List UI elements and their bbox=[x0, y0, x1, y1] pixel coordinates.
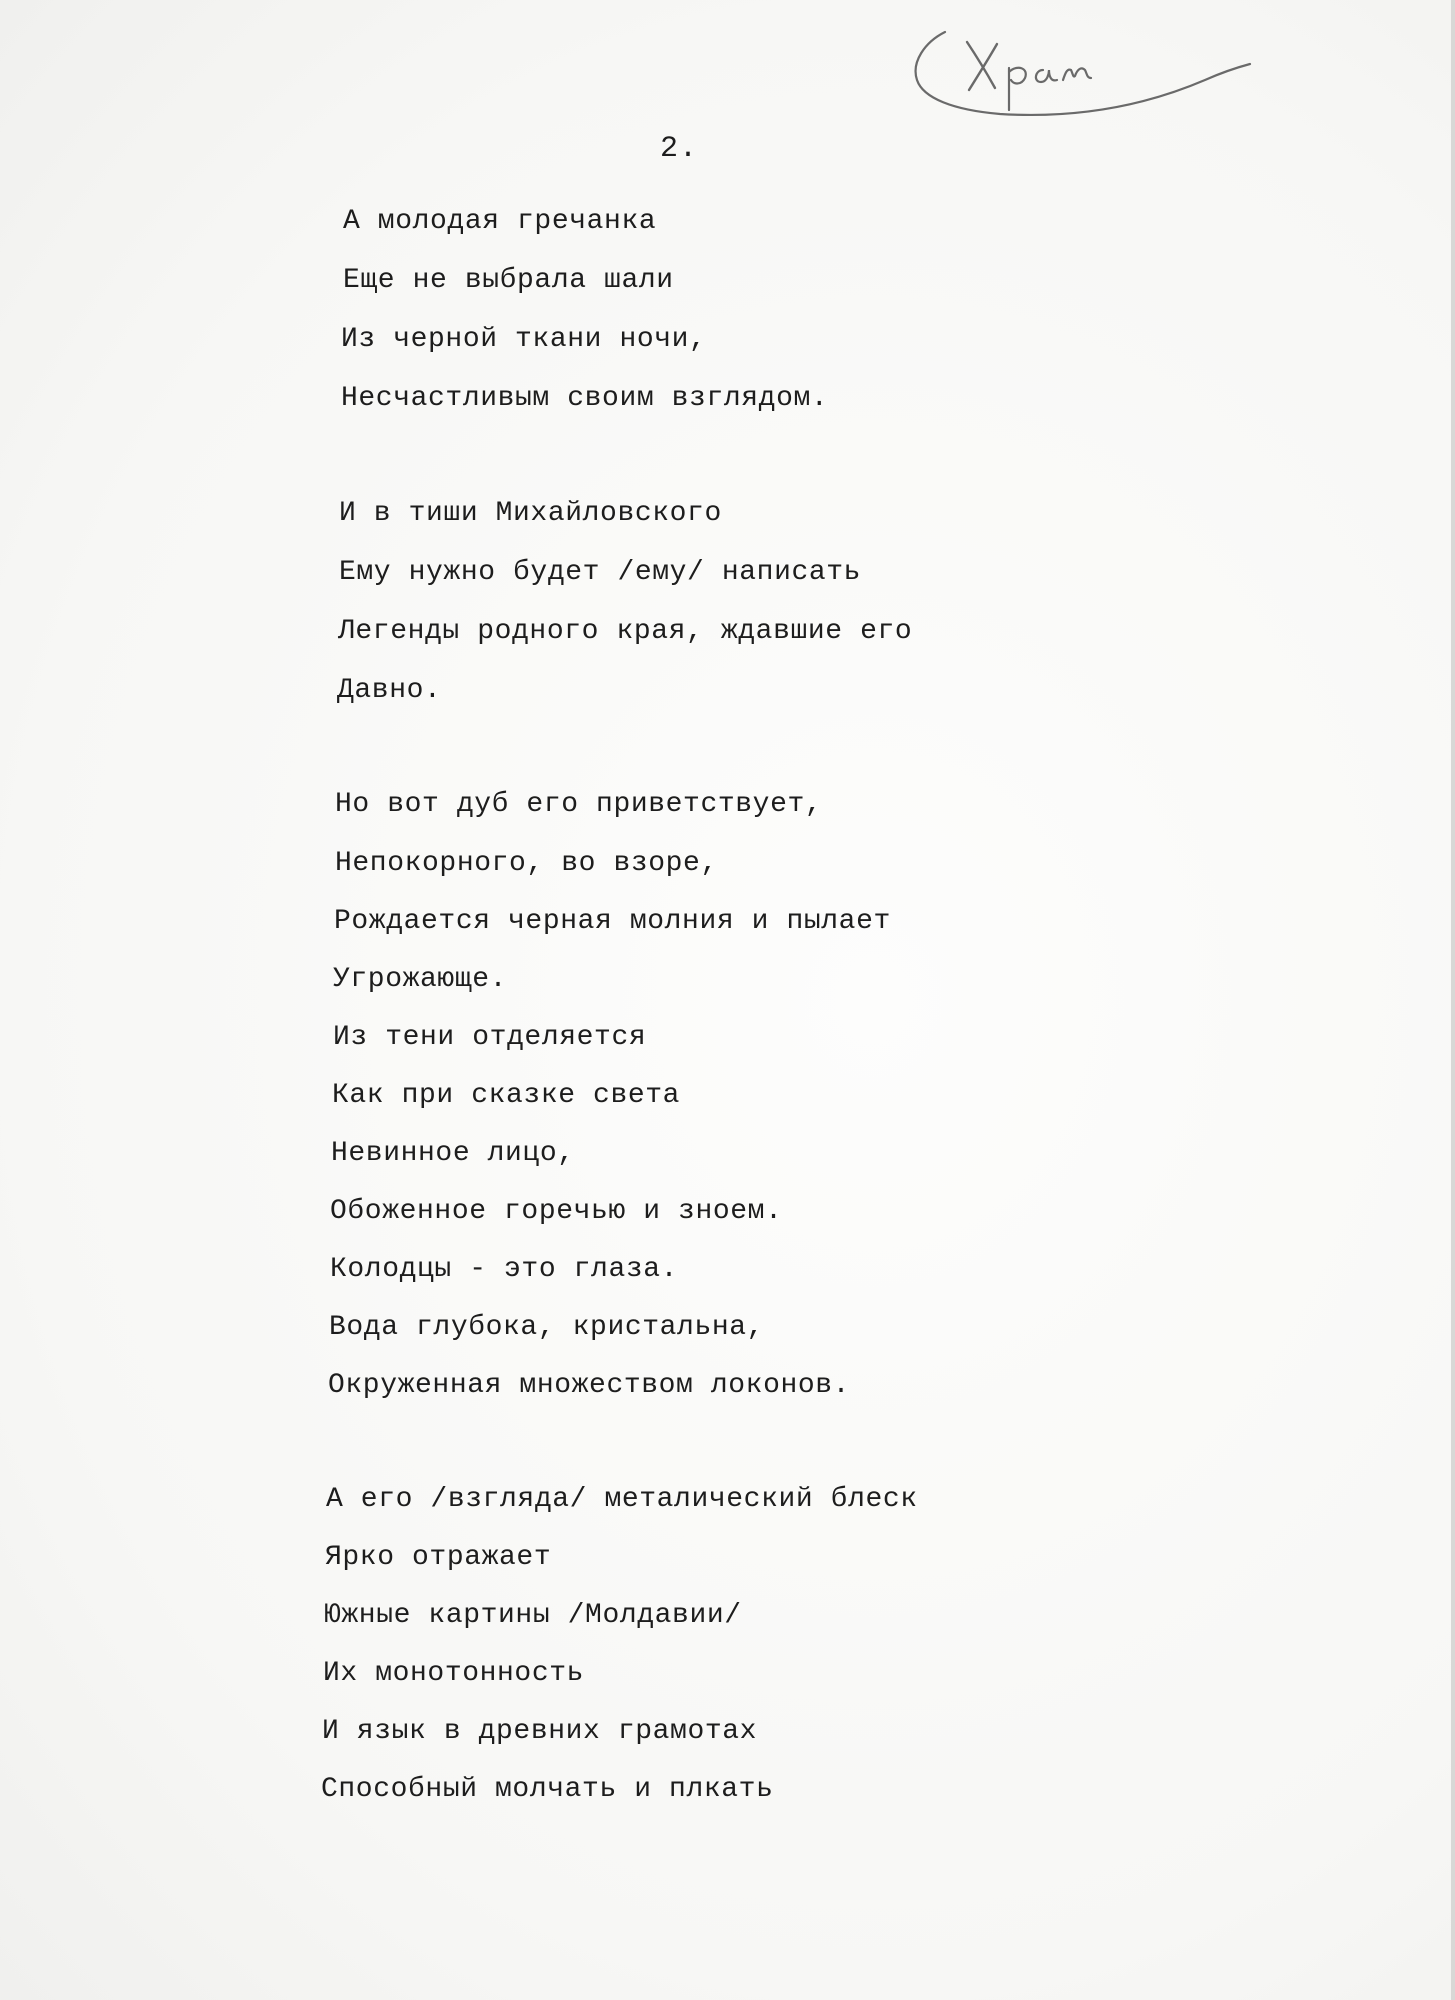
poem-line: Их монотонность bbox=[323, 1658, 585, 1689]
poem-line: Окруженная множеством локонов. bbox=[328, 1370, 851, 1401]
poem-line: Ярко отражает bbox=[325, 1542, 552, 1573]
poem-line: Рождается черная молния и пылает bbox=[334, 906, 891, 937]
poem-line: Как при сказке света bbox=[332, 1080, 681, 1111]
poem-line: Обоженное горечью и зноем. bbox=[330, 1196, 783, 1227]
poem-line: Непокорного, во взоре, bbox=[335, 848, 718, 879]
poem-line: Способный молчать и плкать bbox=[321, 1774, 774, 1805]
page-number: 2. bbox=[660, 132, 699, 166]
poem-line: Еще не выбрала шали bbox=[343, 265, 674, 296]
poem-line: Но вот дуб его приветствует, bbox=[335, 789, 823, 820]
poem-line: Давно. bbox=[337, 675, 442, 706]
poem-line: Легенды родного края, ждавшие его bbox=[338, 616, 913, 647]
poem-line: Невинное лицо, bbox=[331, 1138, 575, 1169]
poem-line: И язык в древних грамотах bbox=[322, 1716, 758, 1747]
poem-line: Колодцы - это глаза. bbox=[330, 1254, 679, 1285]
poem-line: А молодая гречанка bbox=[343, 206, 657, 237]
poem-line: Из тени отделяется bbox=[333, 1022, 647, 1053]
poem-line: Из черной ткани ночи, bbox=[341, 324, 707, 355]
poem-line: И в тиши Михайловского bbox=[339, 498, 722, 529]
poem-line: Ему нужно будет /ему/ написать bbox=[339, 557, 862, 588]
poem-line: Несчастливым своим взглядом. bbox=[341, 383, 829, 414]
poem-line: Угрожающе. bbox=[333, 964, 508, 995]
poem-line: Южные картины /Молдавии/ bbox=[324, 1600, 742, 1631]
poem-line: А его /взгляда/ металический блеск bbox=[326, 1484, 918, 1515]
poem-line: Вода глубока, кристальна, bbox=[329, 1312, 765, 1343]
